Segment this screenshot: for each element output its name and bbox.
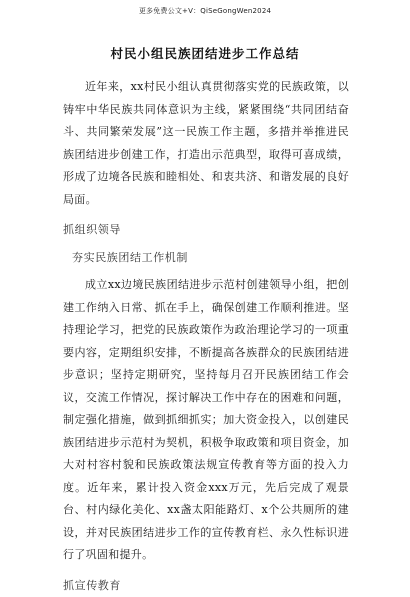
section-heading-publicity: 抓宣传教育 [63,575,349,597]
section-heading-organization: 抓组织领导 [63,219,349,242]
document-body [63,76,349,597]
document-title: 村民小组民族团结进步工作总结 [0,44,410,62]
header-note: 更多免费公文+V：QiSeGongWen2024 [0,6,410,16]
section1-paragraph: 成立xx边境民族团结进步示范村创建领导小组，把创建工作纳入日常、抓在手上，确保创建工作顺利推进。坚持理论学习，把党的民族政策作为政治理论学习的一项重要内容，定期组织安排，不断提高各族群众的民族团结进步意识；坚持定期研究，坚持每月召开民族团结工作会议，交流工作情况，探讨解决工作中存在的困难和问题，制定强化措施，做到抓细抓实；加大资金投入，以创建民族团结进步示范村为契机，积极争取政策和项目资金，加大对村容村貌和民族政策法规宣传教育等方面的投入力度。近年来，累计投入资金xxx万元，先后完成了观景台、村内绿化美化、xx盏太阳能路灯、x个公共厕所的建设，并对民族团结进步工作的宣传教育栏、永久性标识进行了巩固和提升。 [63,274,349,567]
intro-paragraph: 近年来，xx村民小组认真贯彻落实党的民族政策，以铸牢中华民族共同体意识为主线，紧紧围绕“共同团结奋斗、共同繁荣发展”这一民族工作主题，多措并举推进民族团结进步创建工作，打造出示范典型，取得可喜成绩，形成了边境各民族和睦相处、和衷共济、和谐发展的良好局面。 [63,76,349,211]
section-subheading-mechanism: 夯实民族团结工作机制 [63,247,349,270]
